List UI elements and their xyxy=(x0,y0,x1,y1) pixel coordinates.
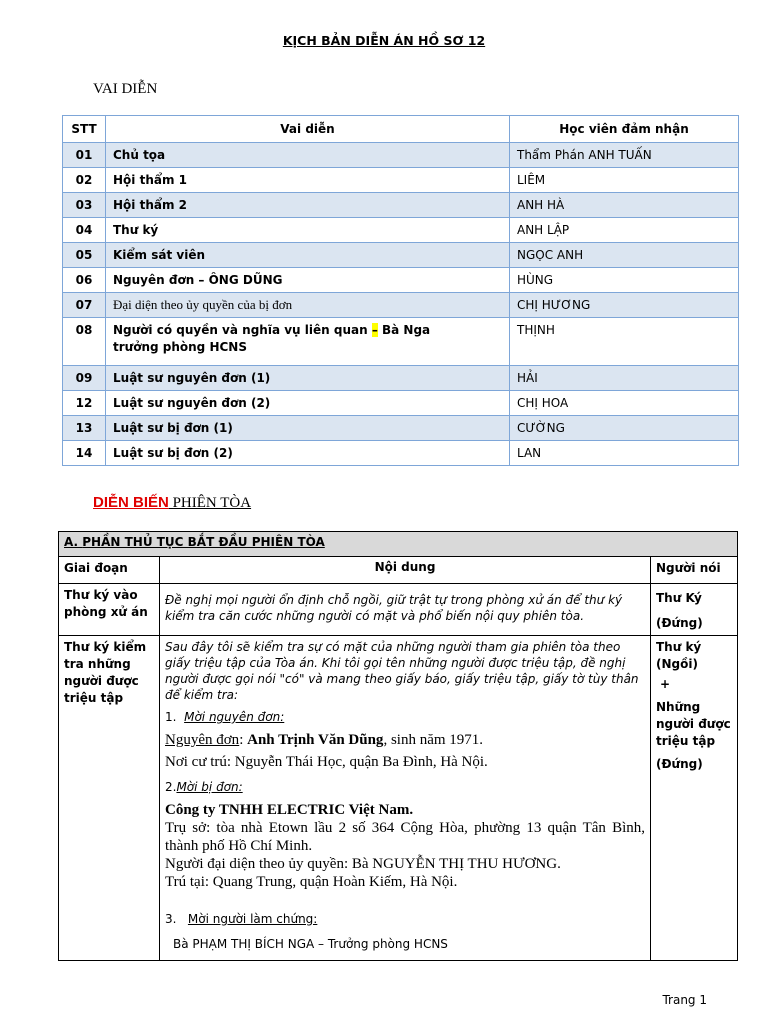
proceedings-heading-red: DIỄN BIẾN xyxy=(93,494,169,511)
row-stt: 08 xyxy=(63,318,106,366)
row-role: Luật sư bị đơn (1) xyxy=(106,416,510,441)
row-student: CHỊ HOA xyxy=(510,391,739,416)
plaintiff-address: Nơi cư trú: Nguyễn Thái Học, quận Ba Đình, Hà Nội. xyxy=(165,754,488,770)
row-stt: 12 xyxy=(63,391,106,416)
table-row xyxy=(63,293,739,318)
row-role: Kiểm sát viên xyxy=(106,243,510,268)
table-row xyxy=(63,441,739,466)
company-name: Công ty TNHH ELECTRIC Việt Nam. xyxy=(165,802,414,818)
highlight-mark: – xyxy=(371,323,378,337)
roles-heading: VAI DIỄN xyxy=(93,81,158,97)
header-role: Vai diễn xyxy=(106,116,510,143)
proceedings-heading-rest: PHIÊN TÒA xyxy=(168,495,252,511)
speaker-cell: Thư Ký (Đứng) xyxy=(651,584,738,636)
row-role: Chủ tọa xyxy=(106,143,510,168)
row-student: LIÊM xyxy=(510,168,739,193)
representative: Người đại diện theo ủy quyền: Bà NGUYỄN THỊ THU HƯƠNG. xyxy=(165,856,561,872)
row-stt: 06 xyxy=(63,268,106,293)
table-row xyxy=(63,193,739,218)
stage-cell: Thư ký vào phòng xử án xyxy=(59,584,160,636)
row-stt: 02 xyxy=(63,168,106,193)
list-item: 1. Mời nguyên đơn: xyxy=(165,710,285,724)
row-role: Thư ký xyxy=(106,218,510,243)
table-header-row xyxy=(63,116,739,143)
row-student: NGỌC ANH xyxy=(510,243,739,268)
table-row xyxy=(63,391,739,416)
row-student: ANH HÀ xyxy=(510,193,739,218)
header-stt: STT xyxy=(63,116,106,143)
content-cell xyxy=(160,636,651,961)
witness: Bà PHẠM THỊ BÍCH NGA – Trưởng phòng HCNS xyxy=(173,937,448,951)
table-row xyxy=(63,366,739,391)
document-title: KỊCH BẢN DIỄN ÁN HỒ SƠ 12 xyxy=(282,33,486,48)
row-student: CƯỜNG xyxy=(510,416,739,441)
row-student: ANH LẬP xyxy=(510,218,739,243)
row-stt: 09 xyxy=(63,366,106,391)
row-student: HÙNG xyxy=(510,268,739,293)
proceedings-heading xyxy=(93,494,251,512)
roles-table xyxy=(62,115,739,466)
company-hq: Trụ sở: tòa nhà Etown lầu 2 số 364 Cộng Hòa, phường 13 quận Tân Bình, thành phố Hồ Chí Minh. xyxy=(165,820,645,854)
header-content: Nội dung xyxy=(160,557,651,584)
procedure-row xyxy=(59,584,738,636)
list-item: 3. Mời người làm chứng: xyxy=(165,912,318,926)
plaintiff-line: Nguyên đơn: Anh Trịnh Văn Dũng, sinh năm 1971. xyxy=(165,732,484,748)
row-role: Luật sư nguyên đơn (2) xyxy=(106,391,510,416)
procedure-header-row xyxy=(59,557,738,584)
row-stt: 07 xyxy=(63,293,106,318)
table-row xyxy=(63,218,739,243)
row-role: Hội thẩm 2 xyxy=(106,193,510,218)
row-student: LAN xyxy=(510,441,739,466)
row-role: Đại diện theo ủy quyền của bị đơn xyxy=(106,293,510,318)
list-item: 2.Mời bị đơn: xyxy=(165,780,243,794)
row-role: Hội thẩm 1 xyxy=(106,168,510,193)
content-cell: Đề nghị mọi người ổn định chỗ ngồi, giữ trật tự trong phòng xử án để thư ký kiểm tra căn cước những người có mặt và phổ biến nội quy phiên tòa. xyxy=(160,584,651,636)
page-number: Trang 1 xyxy=(662,993,707,1007)
row-stt: 01 xyxy=(63,143,106,168)
row-role: Người có quyền và nghĩa vụ liên quan – Bà Nga trưởng phòng HCNS xyxy=(106,318,510,366)
procedure-row xyxy=(59,636,738,961)
speaker-cell: Thư ký (Ngồi) + Những người được triệu tập (Đứng) xyxy=(651,636,738,961)
table-row xyxy=(63,143,739,168)
procedure-table xyxy=(58,531,738,961)
row-student: CHỊ HƯƠNG xyxy=(510,293,739,318)
header-stage: Giai đoạn xyxy=(59,557,160,584)
row-student: THỊNH xyxy=(510,318,739,366)
section-title: A. PHẦN THỦ TỤC BẮT ĐẦU PHIÊN TÒA xyxy=(59,532,738,557)
row-role: Luật sư nguyên đơn (1) xyxy=(106,366,510,391)
table-row xyxy=(63,318,739,366)
header-speaker: Người nói xyxy=(651,557,738,584)
table-row xyxy=(63,168,739,193)
row-role: Luật sư bị đơn (2) xyxy=(106,441,510,466)
stage-cell: Thư ký kiểm tra những người được triệu tập xyxy=(59,636,160,961)
intro-text: Sau đây tôi sẽ kiểm tra sự có mặt của những người tham gia phiên tòa theo giấy triệu tập của Tòa án. Khi tôi gọi tên những người được triệu tập, đề nghị người được gọi nói "có" và mang theo giấy báo, giấy triệu tập, giấy tờ tùy thân để kiểm tra: xyxy=(165,640,639,702)
table-row xyxy=(63,243,739,268)
row-stt: 04 xyxy=(63,218,106,243)
row-stt: 05 xyxy=(63,243,106,268)
header-student: Học viên đảm nhận xyxy=(510,116,739,143)
row-student: HẢI xyxy=(510,366,739,391)
table-row xyxy=(63,268,739,293)
representative-address: Trú tại: Quang Trung, quận Hoàn Kiếm, Hà Nội. xyxy=(165,874,458,890)
table-row xyxy=(63,416,739,441)
row-stt: 03 xyxy=(63,193,106,218)
section-row xyxy=(59,532,738,557)
row-role: Nguyên đơn – ÔNG DŨNG xyxy=(106,268,510,293)
row-stt: 14 xyxy=(63,441,106,466)
row-stt: 13 xyxy=(63,416,106,441)
row-student: Thẩm Phán ANH TUẤN xyxy=(510,143,739,168)
